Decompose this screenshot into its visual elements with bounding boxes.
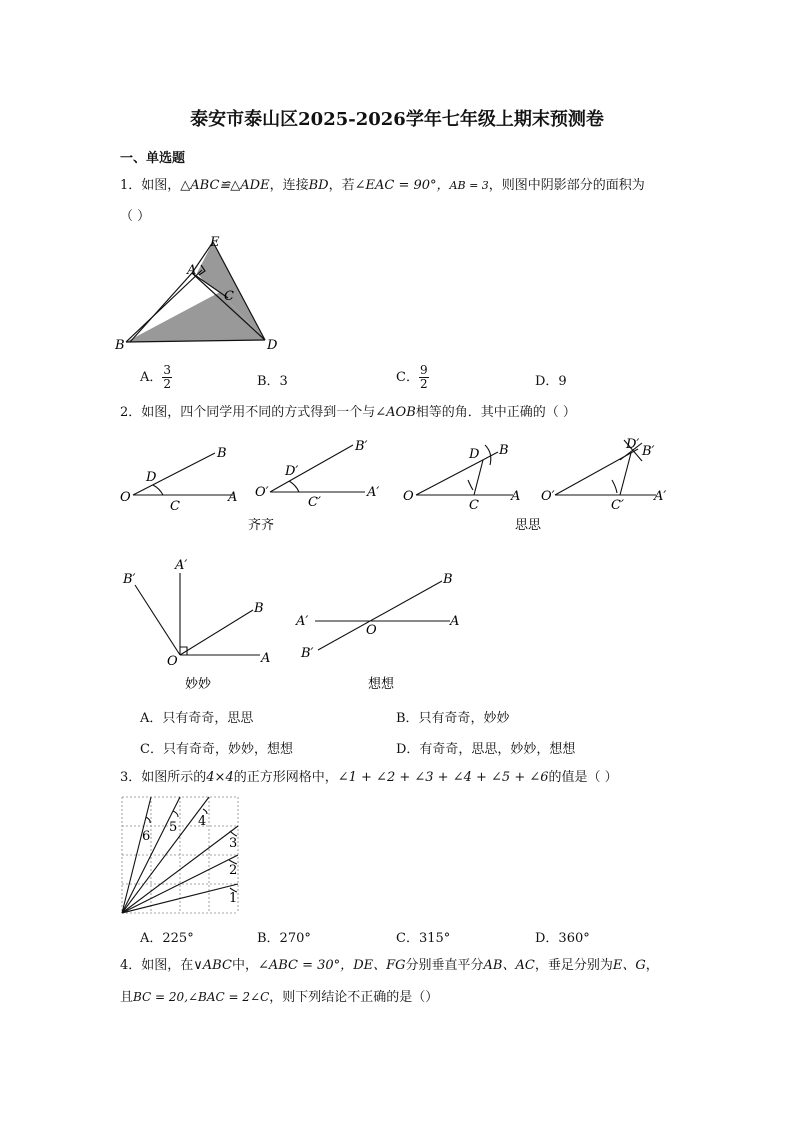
q1-text-c: ，若: [328, 178, 355, 193]
q1-label-b: B: [115, 338, 125, 353]
svg-text:D′: D′: [285, 464, 299, 479]
svg-text:D: D: [469, 447, 480, 462]
svg-text:O: O: [167, 654, 178, 669]
svg-text:B′: B′: [355, 440, 368, 454]
svg-text:6: 6: [142, 829, 151, 844]
q3-option-d[interactable]: D．360°: [535, 931, 590, 946]
svg-text:A: A: [228, 490, 238, 505]
svg-text:B: B: [499, 443, 509, 458]
svg-text:D: D: [146, 470, 157, 485]
svg-text:A′: A′: [296, 614, 309, 629]
q1-text-b: ，连接: [269, 178, 309, 193]
svg-text:2: 2: [229, 863, 238, 878]
q1-label-c: C: [224, 289, 234, 304]
q1-text-a: 1．如图，: [120, 178, 181, 193]
svg-text:O′: O′: [255, 485, 269, 500]
q1-label-a: A: [187, 263, 197, 278]
q2-option-d[interactable]: D．有奇奇，思思，妙妙，想想: [396, 742, 576, 757]
q2-option-a[interactable]: A．只有奇奇，思思: [140, 711, 254, 726]
q1-option-d[interactable]: D．9: [535, 374, 567, 389]
q3-option-b[interactable]: B．270°: [257, 931, 311, 946]
q1-option-c[interactable]: C． $\frac{9}{2}$: [396, 363, 428, 391]
q1-option-b[interactable]: B．3: [257, 374, 288, 389]
q1-angle: ∠EAC = 90°，: [354, 178, 450, 193]
svg-text:A: A: [261, 651, 271, 666]
q2-figure-xiangxiang: [290, 565, 470, 695]
q1-paren: （ ）: [120, 209, 151, 224]
svg-text:3: 3: [229, 836, 238, 851]
svg-text:1: 1: [229, 891, 238, 906]
q2-name-miaomiao: 妙妙: [185, 677, 212, 692]
svg-text:O: O: [120, 490, 131, 505]
question-4-line-2: 且BC = 20,∠BAC = 2∠C，则下列结论不正确的是（）: [120, 990, 439, 1005]
svg-text:O: O: [366, 623, 377, 638]
question-1-text: [120, 176, 645, 196]
page-title: 泰安市泰山区2025-2026学年七年级上期末预测卷: [190, 109, 604, 130]
svg-text:B: B: [443, 572, 453, 587]
question-2-text: 2．如图，四个同学用不同的方式得到一个与∠AOB相等的角．其中正确的（ ）: [120, 405, 576, 420]
svg-text:C: C: [170, 499, 180, 514]
svg-text:C: C: [469, 498, 479, 513]
q3-option-c[interactable]: C．315°: [396, 931, 451, 946]
svg-text:C′: C′: [611, 498, 624, 513]
svg-text:O′: O′: [541, 489, 555, 504]
svg-text:A′: A′: [654, 489, 667, 504]
svg-text:D′: D′: [626, 437, 640, 452]
q2-name-qiqi: 齐齐: [248, 518, 275, 533]
q1-text-d: ，则图中阴影部分的面积为: [488, 178, 645, 193]
svg-text:B′: B′: [301, 646, 314, 661]
q2-name-sisi: 思思: [515, 518, 542, 533]
q1-option-a[interactable]: A． $\frac{3}{2}$: [140, 363, 172, 391]
section-heading: 一、单选题: [120, 151, 186, 166]
q3-grid-figure: [118, 793, 244, 917]
question-3-text: 3．如图所示的4×4的正方形网格中，∠1 + ∠2 + ∠3 + ∠4 + ∠5 + ∠6的值是（ ）: [120, 770, 618, 785]
svg-text:4: 4: [198, 814, 207, 829]
svg-text:5: 5: [169, 820, 178, 835]
q2-option-c[interactable]: C．只有奇奇，妙妙，想想: [140, 742, 293, 757]
q2-option-b[interactable]: B．只有奇奇，妙妙: [396, 711, 510, 726]
svg-text:B: B: [254, 601, 264, 616]
q1-label-e: E: [210, 235, 220, 250]
q1-congruence: △ABC≌△ADE: [180, 178, 270, 193]
q1-label-d: D: [267, 338, 278, 353]
svg-text:B′: B′: [123, 572, 136, 587]
question-4-line-1: 4．如图，在∨ABC中，∠ABC = 30°，DE、FG分别垂直平分AB、AC，垂足分别为E、G，: [120, 958, 659, 973]
q2-name-xiangxiang: 想想: [368, 677, 395, 692]
q1-ab: AB = 3: [449, 179, 489, 192]
svg-text:A: A: [511, 489, 521, 504]
q1-figure: [110, 228, 290, 353]
svg-text:B′: B′: [642, 444, 655, 459]
q1-segment-bd: BD: [308, 178, 329, 193]
svg-text:A: A: [450, 614, 460, 629]
q3-option-a[interactable]: A．225°: [140, 931, 194, 946]
svg-text:A′: A′: [367, 485, 380, 500]
svg-text:A′: A′: [175, 558, 188, 573]
svg-text:C′: C′: [308, 495, 321, 510]
q2-figure-miaomiao: [115, 555, 275, 695]
q2-figure-qiqi: [115, 440, 395, 540]
svg-text:O: O: [403, 489, 414, 504]
svg-text:B: B: [217, 446, 227, 461]
q2-figure-sisi: [398, 435, 678, 540]
